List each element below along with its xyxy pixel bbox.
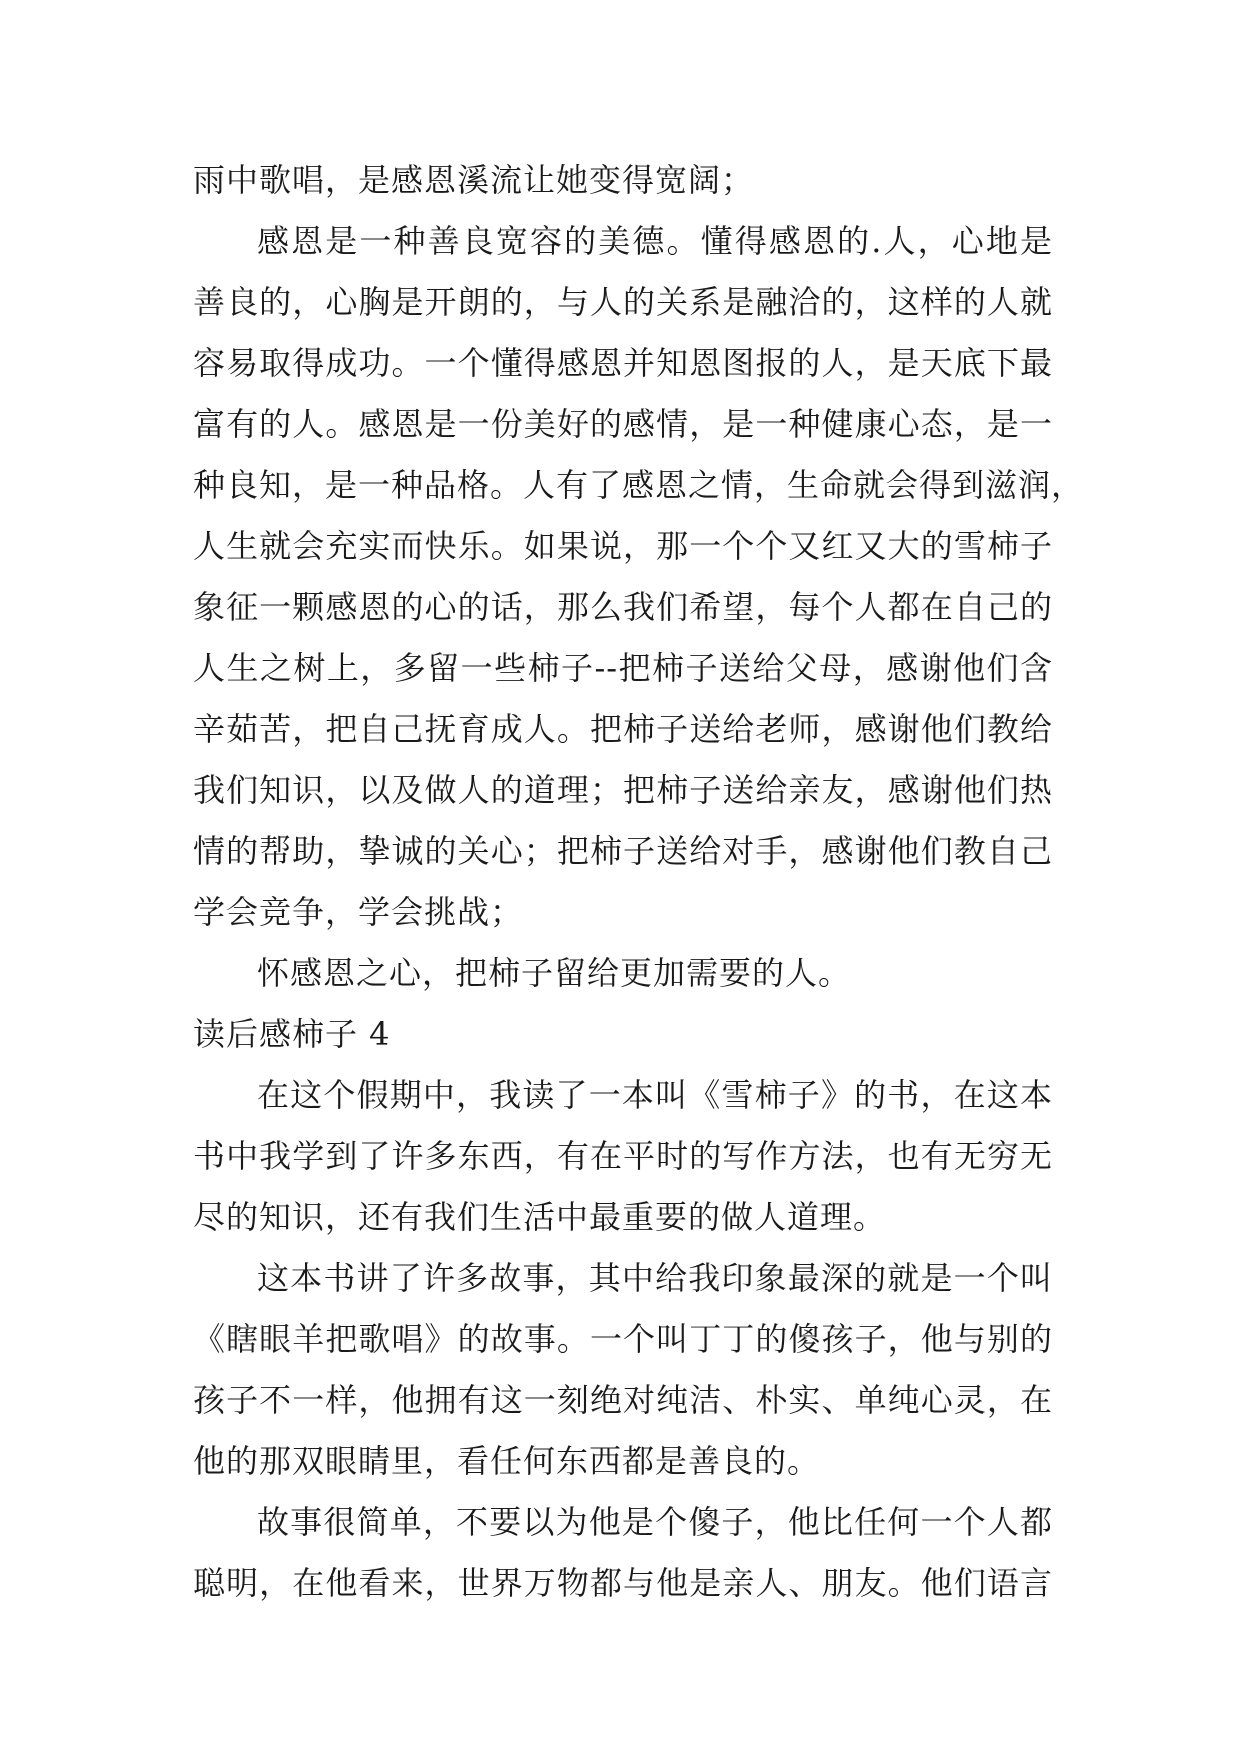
text-line: 人生之树上，多留一些柿子--把柿子送给父母，感谢他们含 bbox=[193, 649, 1053, 687]
text-line: 他的那双眼睛里，看任何东西都是善良的。 bbox=[193, 1442, 821, 1480]
section-heading: 读后感柿子 4 bbox=[193, 1015, 391, 1053]
paragraph-first-line: 故事很简单，不要以为他是个傻子，他比任何一个人都 bbox=[257, 1503, 1053, 1541]
text-line: 学会竞争，学会挑战； bbox=[193, 893, 524, 931]
text-line: 辛茹苦，把自己抚育成人。把柿子送给老师，感谢他们教给 bbox=[193, 710, 1053, 748]
text-line: 情的帮助，挚诚的关心；把柿子送给对手，感谢他们教自己 bbox=[193, 832, 1053, 870]
text-line: 容易取得成功。一个懂得感恩并知恩图报的人，是天底下最 bbox=[193, 344, 1053, 382]
text-line: 人生就会充实而快乐。如果说，那一个个又红又大的雪柿子 bbox=[193, 527, 1053, 565]
paragraph-first-line: 这本书讲了许多故事，其中给我印象最深的就是一个叫 bbox=[257, 1259, 1053, 1297]
text-line: 富有的人。感恩是一份美好的感情，是一种健康心态，是一 bbox=[193, 405, 1053, 443]
text-line: 我们知识，以及做人的道理；把柿子送给亲友，感谢他们热 bbox=[193, 771, 1053, 809]
text-line: 善良的，心胸是开朗的，与人的关系是融洽的，这样的人就 bbox=[193, 283, 1053, 321]
text-line: 象征一颗感恩的心的话，那么我们希望，每个人都在自己的 bbox=[193, 588, 1053, 626]
text-line: 孩子不一样，他拥有这一刻绝对纯洁、朴实、单纯心灵，在 bbox=[193, 1381, 1053, 1419]
text-line: 雨中歌唱，是感恩溪流让她变得宽阔； bbox=[193, 161, 755, 199]
text-line: 《瞎眼羊把歌唱》的故事。一个叫丁丁的傻孩子，他与别的 bbox=[193, 1320, 1053, 1358]
paragraph-first-line: 在这个假期中，我读了一本叫《雪柿子》的书，在这本 bbox=[257, 1076, 1053, 1114]
text-line: 种良知，是一种品格。人有了感恩之情，生命就会得到滋润， bbox=[193, 466, 1085, 504]
paragraph-first-line: 感恩是一种善良宽容的美德。懂得感恩的.人，心地是 bbox=[257, 222, 1053, 260]
document-page bbox=[193, 150, 1085, 1614]
text-line: 书中我学到了许多东西，有在平时的写作方法，也有无穷无 bbox=[193, 1137, 1053, 1175]
text-line: 尽的知识，还有我们生活中最重要的做人道理。 bbox=[193, 1198, 887, 1236]
paragraph-first-line: 怀感恩之心，把柿子留给更加需要的人。 bbox=[257, 954, 852, 992]
text-line: 聪明，在他看来，世界万物都与他是亲人、朋友。他们语言 bbox=[193, 1564, 1053, 1602]
